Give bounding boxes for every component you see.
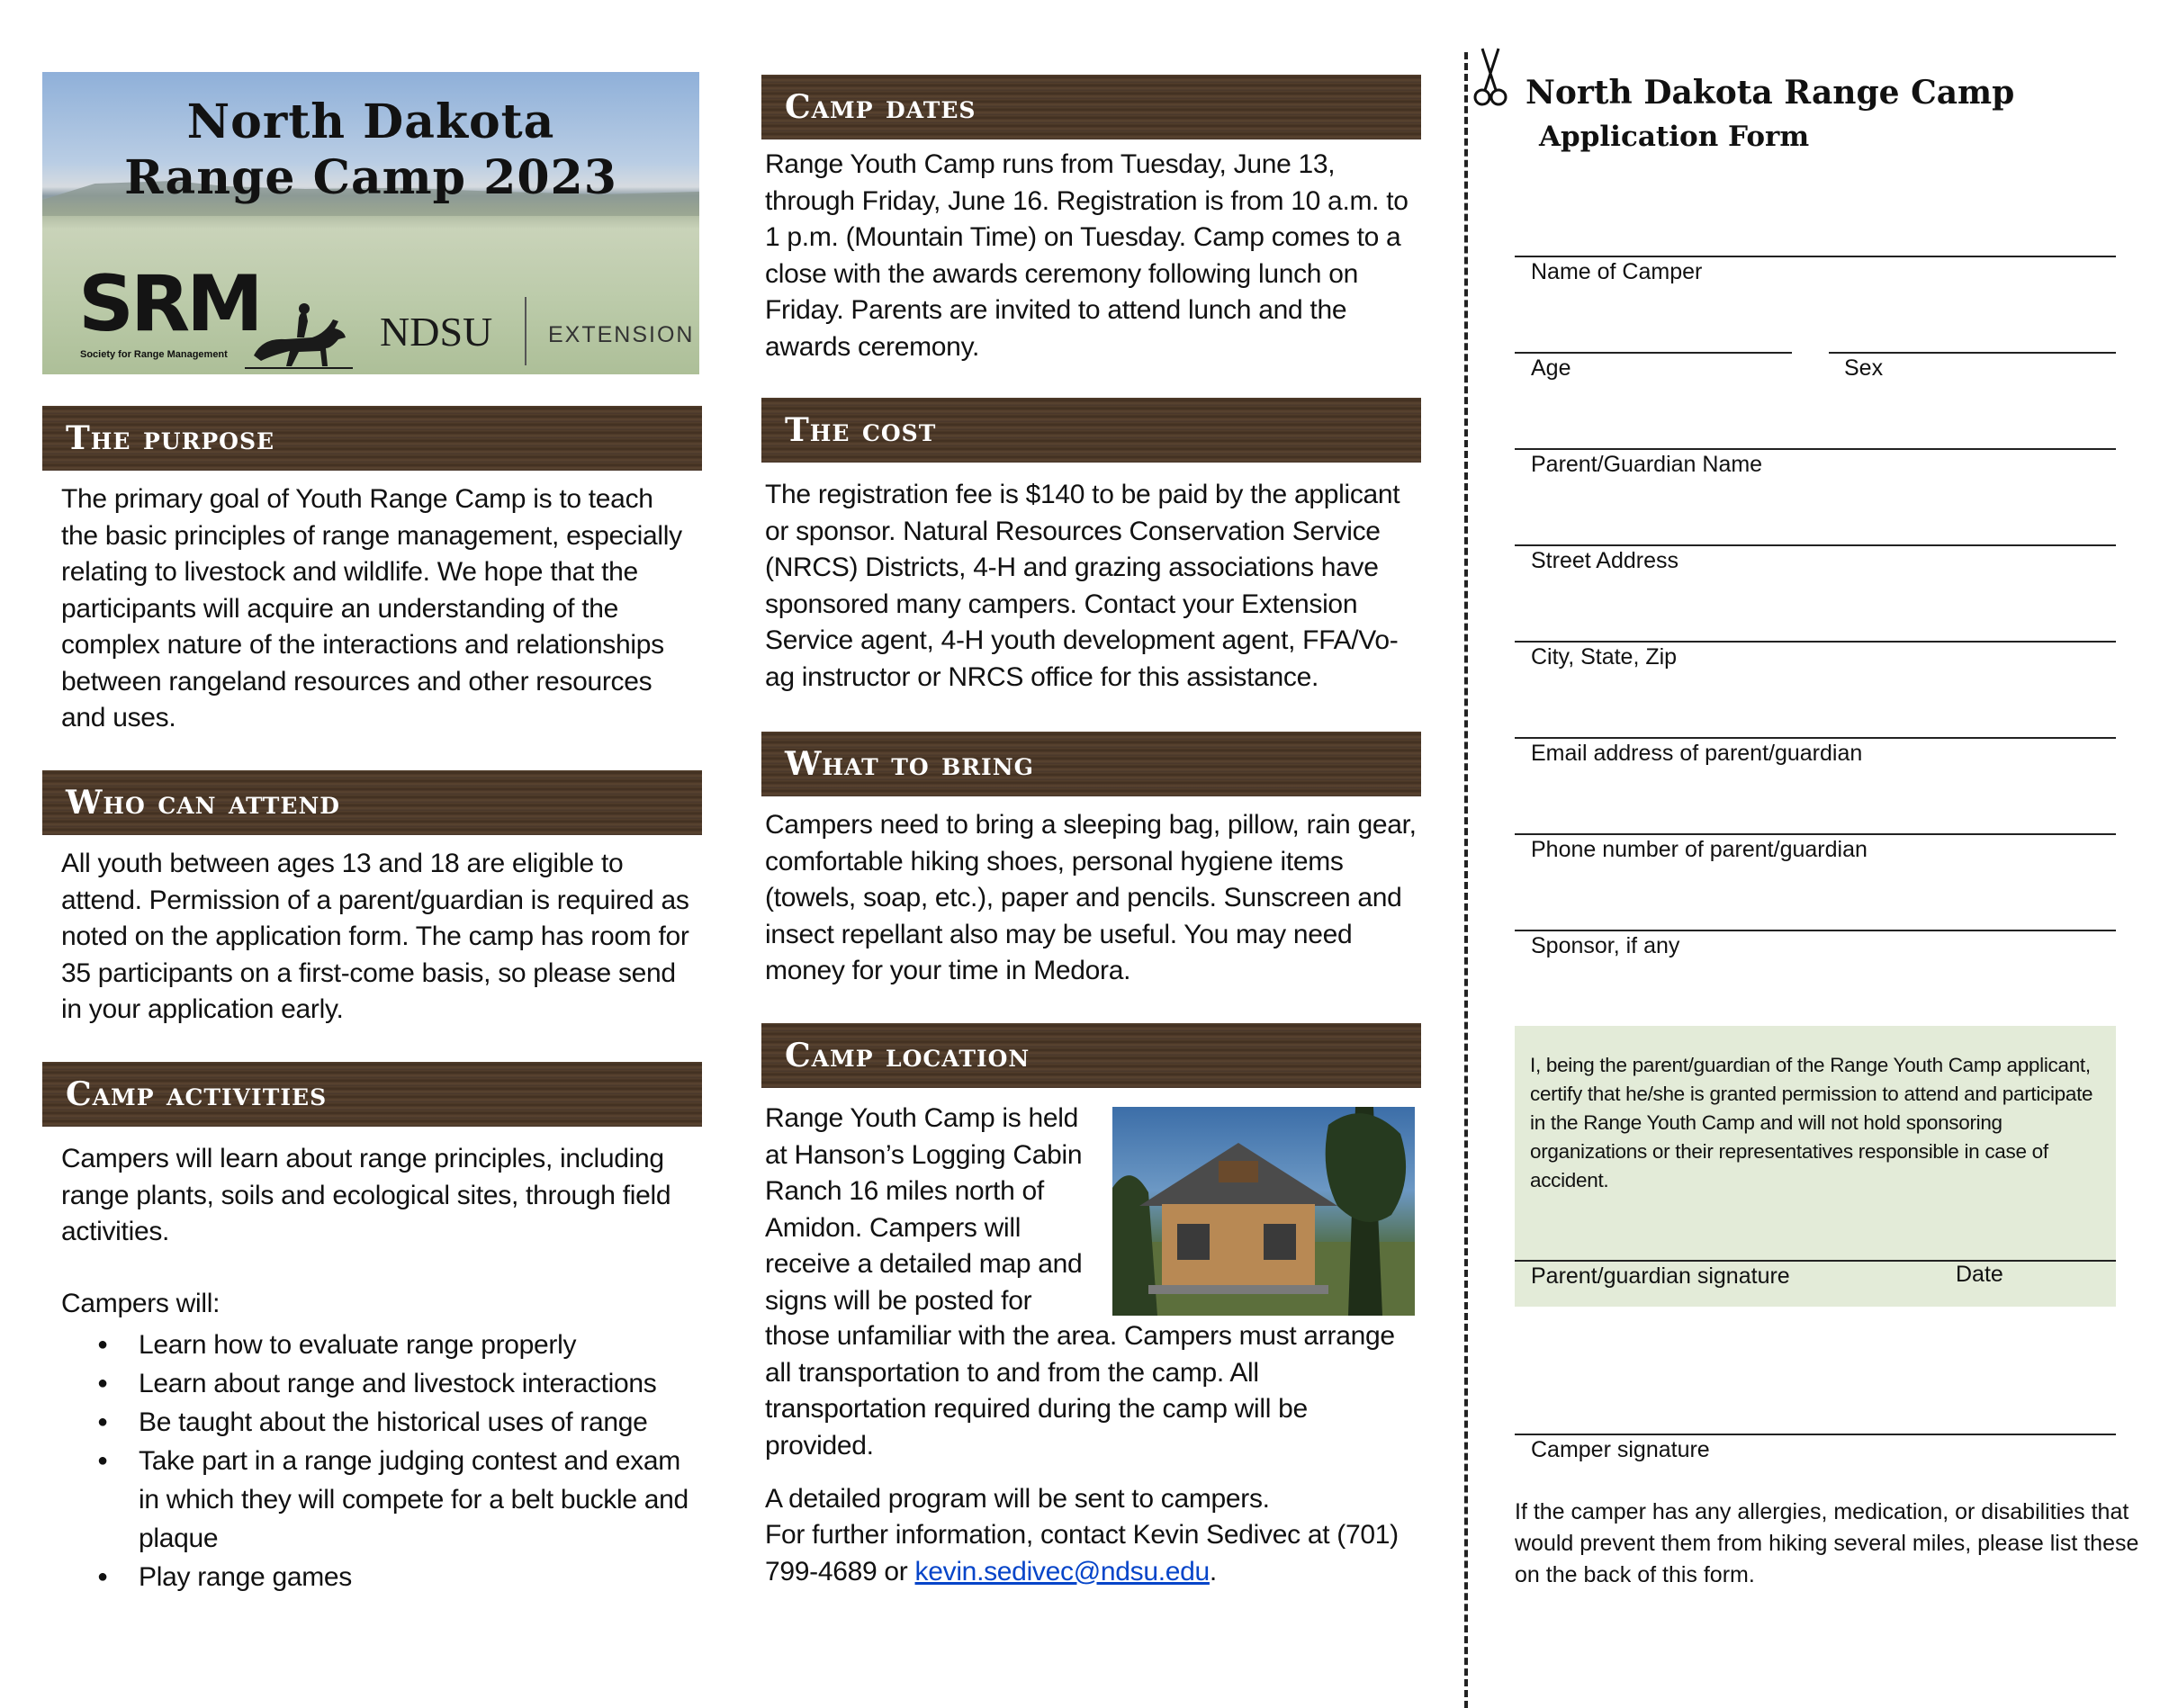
cost-text: The registration fee is $140 to be paid by the applicant or sponsor. Natural Resources Conservation Service (NRCS) Districts, 4-H and grazing associations have sponsored many campers. Contact your Extension Service agent, 4-H youth development agent, FFA/Vo-ag instructor or NRCS office for this assistance. — [765, 480, 1400, 692]
activities-text: Campers will learn about range principles, including range plants, soils and ecological sites, through field activities. — [61, 1144, 671, 1246]
location-text-short: Range Youth Camp is held at Hanson’s Logging Cabin Ranch 16 miles north of Amidon. Campers will receive a detailed map and signs will be posted for — [765, 1103, 1083, 1316]
sex-field[interactable] — [1829, 352, 2116, 354]
activities-list-intro: Campers will: — [61, 1289, 220, 1318]
camper-signature-label: Camper signature — [1531, 1437, 1710, 1462]
srm-subtitle: Society for Range Management — [80, 349, 228, 360]
footer-note: If the camper has any allergies, medication, or disabilities that would prevent them from hiking several miles, please list these on the back of this form. — [1515, 1499, 2139, 1587]
logo-divider — [525, 297, 526, 365]
contact-text: For further information, contact Kevin Sedivec at (701) 799-4689 or — [765, 1520, 1399, 1587]
form-subtitle: Application Form — [1539, 121, 1810, 153]
dates-text: Range Youth Camp runs from Tuesday, June 13, through Friday, June 16. Registration is from 10 a.m. to 1 p.m. (Mountain Time) on Tuesday. Camp comes to a close with the awards ceremony following lunch on Friday. Parents are invited to attend lunch and the awards ceremony. — [765, 149, 1408, 362]
list-item: ● Learn about range and livestock interactions — [63, 1364, 693, 1403]
who-text: All youth between ages 13 and 18 are eligible to attend. Permission of a parent/guardian is required as noted on the application form. The camp has room for 35 participants on a first-come basis, so please send in your application early. — [61, 849, 689, 1024]
guardian-signature-label: Parent/guardian signature — [1531, 1263, 1790, 1289]
dates-heading: Camp dates — [761, 75, 1421, 139]
horse-rider-icon — [245, 301, 353, 369]
name-label: Name of Camper — [1531, 259, 1703, 284]
form-title: North Dakota Range Camp — [1526, 74, 2015, 112]
purpose-heading: The purpose — [42, 406, 702, 471]
sponsor-label: Sponsor, if any — [1531, 933, 1680, 958]
scissors-icon — [1473, 45, 1509, 108]
banner-title-line2: Range Camp 2023 — [124, 150, 617, 205]
camper-signature-field[interactable] — [1515, 1434, 2116, 1435]
age-label: Age — [1531, 355, 1571, 381]
location-heading: Camp location — [761, 1023, 1421, 1088]
bring-text: Campers need to bring a sleeping bag, pillow, rain gear, comfortable hiking shoes, personal hygiene items (towels, soap, etc.), paper and pencils. Sunscreen and insect repellant also may be useful. You may need money for your time in Medora. — [765, 810, 1417, 985]
email-label: Email address of parent/guardian — [1531, 741, 1863, 766]
city-field[interactable] — [1515, 641, 2116, 643]
program-text: A detailed program will be sent to campers. — [765, 1484, 1270, 1514]
phone-label: Phone number of parent/guardian — [1531, 837, 1868, 862]
cabin-photo — [1112, 1107, 1415, 1316]
bring-heading: What to bring — [761, 732, 1421, 796]
phone-field[interactable] — [1515, 833, 2116, 835]
contact-paragraph — [765, 1517, 1422, 1590]
banner-title-line1: North Dakota — [186, 94, 555, 149]
list-item: ● Be taught about the historical uses of range — [63, 1403, 693, 1442]
street-label: Street Address — [1531, 548, 1678, 573]
name-field[interactable] — [1515, 256, 2116, 257]
purpose-text: The primary goal of Youth Range Camp is to teach the basic principles of range management, especially relating to livestock and wildlife. We hope that the participants will acquire an understanding of the complex nature of the interactions and relationships between rangeland resources and other resources and uses. — [61, 484, 682, 733]
date-label: Date — [1956, 1262, 2003, 1287]
activities-list — [63, 1326, 693, 1596]
email-field[interactable] — [1515, 737, 2116, 739]
list-item: ● Take part in a range judging contest and exam in which they will compete for a belt buckle and plaque — [63, 1442, 693, 1558]
header-banner — [42, 72, 699, 374]
consent-box — [1515, 1026, 2116, 1307]
guardian-name-label: Parent/Guardian Name — [1531, 452, 1763, 477]
extension-label: EXTENSION — [548, 322, 695, 347]
consent-text: I, being the parent/guardian of the Range Youth Camp applicant, certify that he/she is granted permission to attend and participate in the Range Youth Camp and will not hold sponsoring organizations or their representatives responsible in case of accident. — [1530, 1054, 2093, 1191]
email-link[interactable]: kevin.sedivec@ndsu.edu — [914, 1556, 1210, 1587]
sponsor-field[interactable] — [1515, 930, 2116, 931]
street-field[interactable] — [1515, 544, 2116, 546]
ndsu-logo: NDSU — [380, 309, 493, 355]
location-text-full: those unfamiliar with the area. Campers must arrange all transportation to and from the camp. All transportation required during the camp will be provided. — [765, 1321, 1395, 1461]
guardian-name-field[interactable] — [1515, 448, 2116, 450]
activities-heading: Camp activities — [42, 1062, 702, 1127]
cabin-icon — [1112, 1107, 1415, 1316]
sex-label: Sex — [1844, 355, 1884, 381]
cost-heading: The cost — [761, 398, 1421, 463]
srm-logo: SRM — [78, 259, 260, 349]
list-item: ● Play range games — [63, 1558, 693, 1596]
list-item: ● Learn how to evaluate range properly — [63, 1326, 693, 1364]
who-heading: Who can attend — [42, 770, 702, 835]
cut-line — [1464, 52, 1468, 1708]
guardian-signature-field[interactable] — [1515, 1260, 2116, 1262]
age-field[interactable] — [1515, 352, 1792, 354]
contact-trailing: . — [1209, 1556, 1217, 1587]
city-label: City, State, Zip — [1531, 644, 1678, 670]
